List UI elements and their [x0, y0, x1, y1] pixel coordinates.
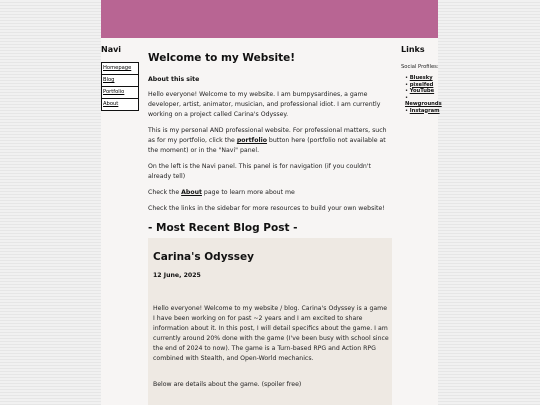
page-container	[101, 0, 442, 405]
social-list	[401, 75, 441, 114]
portfolio-text-after: button here (portfolio not available at the moment) or in the "Navi" panel.	[148, 137, 386, 154]
about-link[interactable]: About	[181, 189, 202, 196]
blog-post-card	[148, 238, 392, 405]
nav-link-homepage[interactable]: Homepage	[102, 63, 138, 75]
list-item	[405, 95, 441, 108]
navi-title: Navi	[101, 45, 122, 54]
blog-post-note: Below are details about the game. (spoiler free)	[153, 381, 302, 388]
navi-list	[101, 62, 139, 111]
social-link-pixelfed[interactable]: pixelfed	[409, 81, 434, 88]
nav-link-blog[interactable]: Blog	[102, 75, 138, 87]
social-profiles-label: Social Profiles:	[401, 64, 439, 70]
about-paragraph	[148, 188, 392, 198]
blog-post-body: Hello everyone! Welcome to my website / blog. Carina's Odyssey is a game I have been working on for past ~2 years and I am excited to share information about it. In this post, I will detail specifics about the game. I am currently around 20% done with the game (I've been busy with school since the end of 2024 to now). The game is a Turn-based RPG and Action RPG combined with Stealth, and Open-World mechanics.	[153, 305, 389, 362]
portfolio-link[interactable]: portfolio	[236, 137, 267, 144]
social-link-instagram[interactable]: Instagram	[409, 107, 440, 114]
blog-post-title: Carina's Odyssey	[153, 251, 255, 263]
social-link-youtube[interactable]: YouTube	[409, 88, 435, 94]
about-heading: About this site	[148, 76, 200, 83]
portfolio-text-before: This is my personal AND professional website. For professional matters, such as for my portfolio, click the	[148, 127, 387, 144]
intro-paragraph: Hello everyone! Welcome to my website. I am bumpysardines, a game developer, artist, animator, musician, and professional idiot. I am currently working on a project called Carina's Odyssey.	[148, 91, 381, 118]
header-banner	[101, 0, 438, 38]
portfolio-paragraph	[148, 126, 392, 156]
nav-link-portfolio[interactable]: Portfolio	[102, 87, 138, 99]
blog-post-date: 12 June, 2025	[153, 272, 201, 279]
nav-link-about[interactable]: About	[103, 101, 119, 107]
navi-panel	[101, 45, 139, 111]
sidebar-links-paragraph: Check the links in the sidebar for more resources to build your own website!	[148, 205, 385, 212]
page-title: Welcome to my Website!	[148, 52, 296, 64]
about-text-before: Check the	[148, 189, 182, 196]
main-content	[148, 52, 392, 244]
social-link-bluesky[interactable]: Bluesky	[409, 75, 433, 81]
links-panel	[401, 45, 441, 114]
recent-blog-heading: - Most Recent Blog Post -	[148, 222, 298, 234]
links-title: Links	[401, 45, 425, 54]
list-item	[405, 108, 441, 115]
about-text-after: page to learn more about me	[201, 189, 295, 196]
social-link-newgrounds[interactable]: Newgrounds	[405, 101, 442, 107]
navi-explainer-paragraph: On the left is the Navi panel. This panel is for navigation (if you couldn't already tell)	[148, 163, 371, 180]
